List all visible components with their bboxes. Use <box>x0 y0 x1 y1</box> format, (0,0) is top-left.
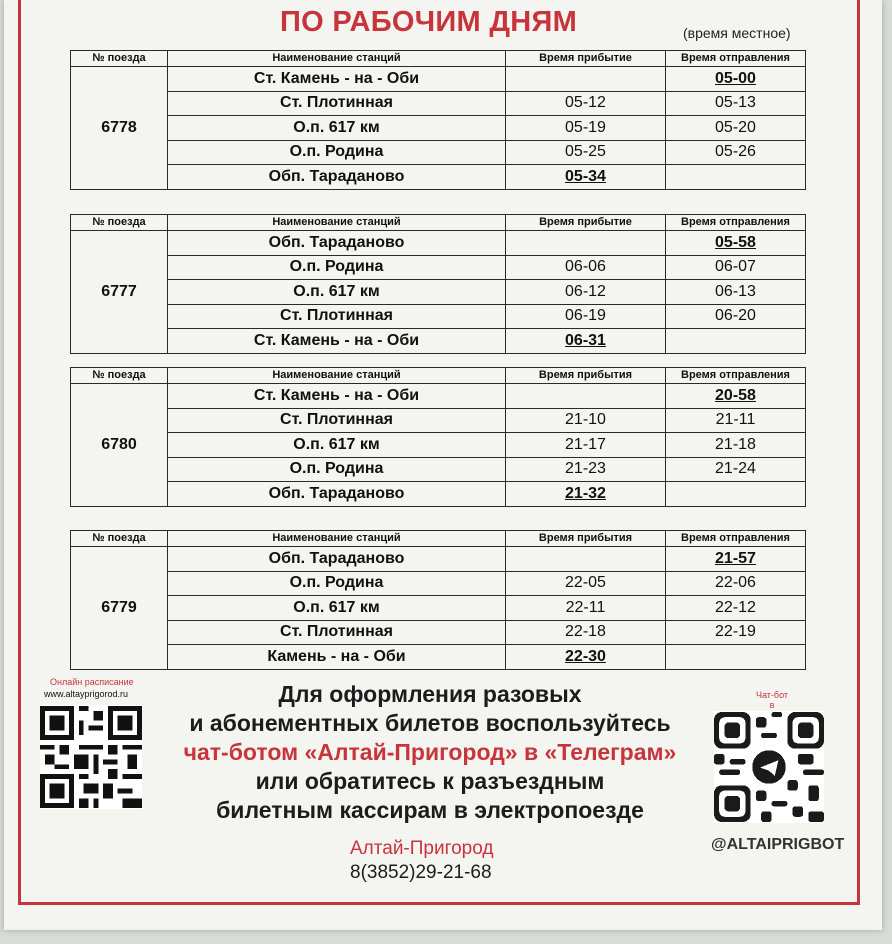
table-row <box>71 304 806 329</box>
station-name: Ст. Плотинная <box>168 620 506 645</box>
chat-bot-label-line2: в <box>769 700 775 710</box>
table-header-row <box>71 368 806 384</box>
arrival-time: 22-18 <box>506 620 666 645</box>
departure-time: 06-13 <box>666 280 806 305</box>
departure-time: 21-24 <box>666 457 806 482</box>
station-name: Ст. Плотинная <box>168 304 506 329</box>
info-line: Для оформления разовых <box>278 681 582 707</box>
ticket-info-block <box>150 680 710 825</box>
info-line: или обратитесь к разъездным <box>255 768 605 794</box>
schedule-table-6780 <box>70 367 806 507</box>
col-station: Наименование станций <box>168 531 506 547</box>
table-row <box>71 482 806 507</box>
schedule-table-6778 <box>70 50 806 190</box>
online-schedule-url[interactable]: www.altayprigorod.ru <box>44 689 129 699</box>
departure-time: 05-58 <box>666 231 806 256</box>
arrival-time: 05-12 <box>506 91 666 116</box>
departure-time: 22-06 <box>666 571 806 596</box>
table-row <box>71 384 806 409</box>
station-name: О.п. Родина <box>168 140 506 165</box>
station-name: Ст. Плотинная <box>168 408 506 433</box>
col-train: № поезда <box>71 531 168 547</box>
departure-time: 05-00 <box>666 67 806 92</box>
train-number: 6779 <box>71 547 168 670</box>
station-name: О.п. 617 км <box>168 116 506 141</box>
departure-time: 06-20 <box>666 304 806 329</box>
arrival-time: 05-25 <box>506 140 666 165</box>
arrival-time: 06-12 <box>506 280 666 305</box>
table-row <box>71 408 806 433</box>
table-header-row <box>71 531 806 547</box>
station-name: Ст. Камень - на - Оби <box>168 329 506 354</box>
departure-time: 21-11 <box>666 408 806 433</box>
phone-number[interactable]: 8(3852)29-21-68 <box>350 862 492 883</box>
table-row <box>71 433 806 458</box>
qr-code-icon[interactable] <box>40 705 142 809</box>
telegram-bot-handle[interactable]: @ALTAIPRIGBOT <box>711 836 845 853</box>
station-name: Камень - на - Оби <box>168 645 506 670</box>
col-departure: Время отправления <box>666 531 806 547</box>
arrival-time: 06-31 <box>506 329 666 354</box>
arrival-time: 21-10 <box>506 408 666 433</box>
station-name: О.п. Родина <box>168 255 506 280</box>
table-row <box>71 91 806 116</box>
chat-bot-label-line1: Чат-бот <box>755 690 788 700</box>
schedule-table-6777 <box>70 214 806 354</box>
arrival-time: 21-32 <box>506 482 666 507</box>
col-station: Наименование станций <box>168 51 506 67</box>
table-row <box>71 255 806 280</box>
arrival-time: 22-11 <box>506 596 666 621</box>
departure-time: 05-13 <box>666 91 806 116</box>
train-number: 6780 <box>71 384 168 507</box>
arrival-time: 22-30 <box>506 645 666 670</box>
col-arrival: Время прибытия <box>506 531 666 547</box>
info-line: билетным кассирам в электропоезде <box>216 797 644 823</box>
table-row <box>71 329 806 354</box>
arrival-time: 06-06 <box>506 255 666 280</box>
table-row <box>71 596 806 621</box>
arrival-time: 22-05 <box>506 571 666 596</box>
table-row <box>71 620 806 645</box>
col-station: Наименование станций <box>168 368 506 384</box>
departure-time: 22-19 <box>666 620 806 645</box>
departure-time <box>666 482 806 507</box>
arrival-time: 05-19 <box>506 116 666 141</box>
table-row <box>71 457 806 482</box>
col-arrival: Время прибытие <box>506 215 666 231</box>
station-name: Обп. Тараданово <box>168 231 506 256</box>
arrival-time <box>506 384 666 409</box>
arrival-time <box>506 231 666 256</box>
table-row <box>71 547 806 572</box>
departure-time: 20-58 <box>666 384 806 409</box>
info-line: и абонементных билетов воспользуйтесь <box>189 710 671 736</box>
station-name: О.п. 617 км <box>168 433 506 458</box>
station-name: О.п. Родина <box>168 571 506 596</box>
col-departure: Время отправления <box>666 368 806 384</box>
arrival-time: 05-34 <box>506 165 666 190</box>
info-line-highlight: чат-ботом «Алтай-Пригород» в «Телеграм» <box>183 739 677 765</box>
col-train: № поезда <box>71 215 168 231</box>
departure-time <box>666 329 806 354</box>
station-name: О.п. Родина <box>168 457 506 482</box>
col-departure: Время отправления <box>666 215 806 231</box>
col-train: № поезда <box>71 51 168 67</box>
station-name: Обп. Тараданово <box>168 165 506 190</box>
station-name: Ст. Камень - на - Оби <box>168 384 506 409</box>
station-name: Обп. Тараданово <box>168 482 506 507</box>
col-station: Наименование станций <box>168 215 506 231</box>
arrival-time: 21-17 <box>506 433 666 458</box>
table-row <box>71 165 806 190</box>
table-header-row <box>71 51 806 67</box>
table-row <box>71 231 806 256</box>
departure-time: 06-07 <box>666 255 806 280</box>
col-arrival: Время прибытия <box>506 368 666 384</box>
station-name: О.п. 617 км <box>168 596 506 621</box>
table-row <box>71 571 806 596</box>
schedule-table-6779 <box>70 530 806 670</box>
arrival-time: 21-23 <box>506 457 666 482</box>
col-arrival: Время прибытие <box>506 51 666 67</box>
departure-time <box>666 165 806 190</box>
departure-time: 22-12 <box>666 596 806 621</box>
arrival-time <box>506 67 666 92</box>
departure-time <box>666 645 806 670</box>
online-schedule-label: Онлайн расписание <box>50 677 134 687</box>
train-number: 6778 <box>71 67 168 190</box>
table-row <box>71 67 806 92</box>
col-departure: Время отправления <box>666 51 806 67</box>
local-time-note: (время местное) <box>683 25 791 41</box>
organization-name: Алтай-Пригород <box>350 838 494 859</box>
table-row <box>71 140 806 165</box>
departure-time: 05-20 <box>666 116 806 141</box>
page-title: ПО РАБОЧИМ ДНЯМ <box>280 6 578 38</box>
table-row <box>71 645 806 670</box>
station-name: О.п. 617 км <box>168 280 506 305</box>
telegram-qr-code-icon[interactable] <box>714 711 824 823</box>
train-number: 6777 <box>71 231 168 354</box>
table-header-row <box>71 215 806 231</box>
departure-time: 05-26 <box>666 140 806 165</box>
table-row <box>71 116 806 141</box>
station-name: Ст. Плотинная <box>168 91 506 116</box>
arrival-time <box>506 547 666 572</box>
col-train: № поезда <box>71 368 168 384</box>
departure-time: 21-57 <box>666 547 806 572</box>
arrival-time: 06-19 <box>506 304 666 329</box>
table-row <box>71 280 806 305</box>
station-name: Ст. Камень - на - Оби <box>168 67 506 92</box>
departure-time: 21-18 <box>666 433 806 458</box>
station-name: Обп. Тараданово <box>168 547 506 572</box>
